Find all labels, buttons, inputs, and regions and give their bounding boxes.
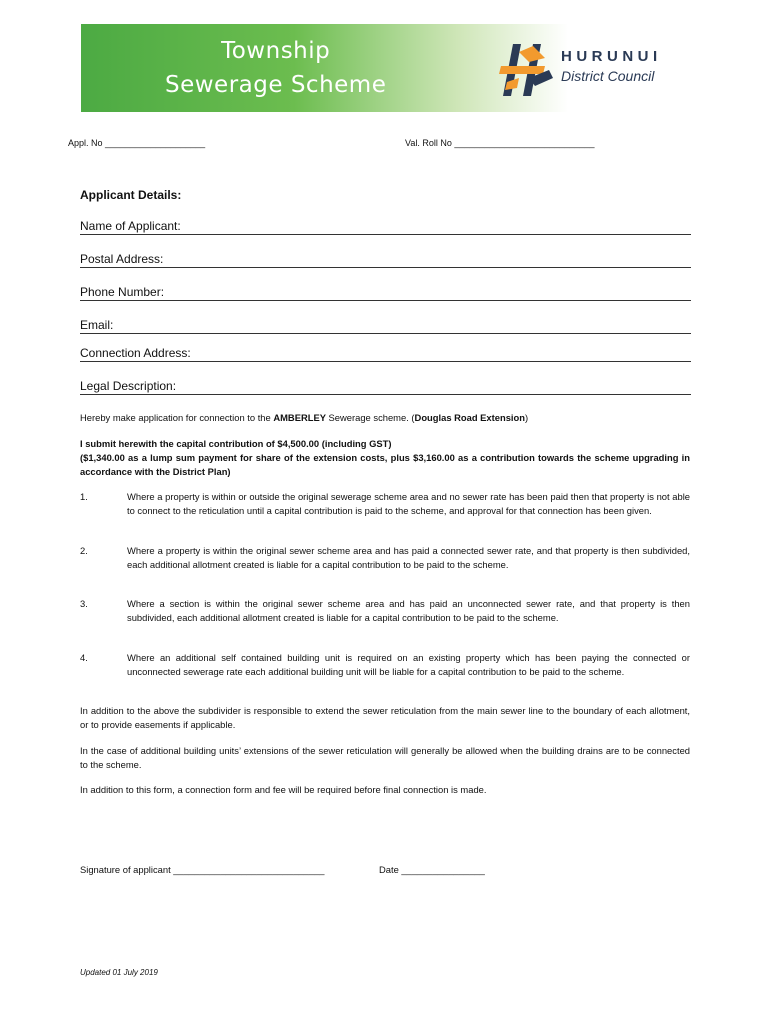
phone-number-field[interactable]: Phone Number: (80, 285, 691, 301)
scheme-name: AMBERLEY (273, 412, 326, 423)
application-statement-post: ) (524, 412, 529, 423)
date-field[interactable]: Date ________________ (379, 864, 485, 875)
condition-item (80, 651, 690, 693)
condition-text: Where a property is within or outside the original sewerage scheme area and no sewer rate has been paid then that property is not able to connect to the reticulation until a capital contribution is paid to the scheme, and approval for that connection has been given. (127, 491, 690, 516)
postal-address-field[interactable]: Postal Address: (80, 252, 691, 268)
council-logo-icon (499, 38, 559, 100)
condition-number: 2. (80, 545, 88, 556)
applicant-name-field[interactable]: Name of Applicant: (80, 219, 691, 235)
applicant-details-heading: Applicant Details: (80, 188, 182, 202)
condition-number: 4. (80, 652, 88, 663)
condition-item (80, 544, 690, 586)
contribution-statement (80, 437, 690, 479)
email-field[interactable]: Email: (80, 318, 691, 334)
logo-subtitle: District Council (561, 68, 655, 84)
form-title (165, 34, 386, 102)
connection-form-note: In addition to this form, a connection form and fee will be required before final connection is made. (80, 784, 487, 795)
header-banner (81, 24, 690, 112)
application-number-field[interactable]: Appl. No ____________________ (68, 138, 206, 148)
contribution-line-2: ($1,340.00 as a lump sum payment for share of the extension costs, plus $3,160.00 as a contribution towards the scheme upgrading in accordance with the District Plan) (80, 452, 690, 477)
form-title-line1: Township (221, 38, 331, 64)
signature-field[interactable]: Signature of applicant _____________________________ (80, 864, 325, 875)
condition-number: 1. (80, 491, 88, 502)
form-title-line2: Sewerage Scheme (165, 72, 387, 98)
application-statement-mid: Sewerage scheme. ( (325, 412, 415, 423)
contribution-line-1: I submit herewith the capital contribution of $4,500.00 (including GST) (80, 438, 392, 449)
condition-item (80, 490, 690, 532)
logo-wordmark: HURUNUI (561, 48, 662, 65)
valuation-roll-number-field[interactable]: Val. Roll No ____________________________ (405, 138, 595, 148)
updated-date: Updated 01 July 2019 (80, 968, 158, 977)
condition-text: Where an additional self contained building unit is required on an existing property which has been paying the connected or unconnected sewerage rate each additional building unit will be liable for a capital contribution to be paid to the scheme. (127, 652, 690, 677)
legal-description-field[interactable]: Legal Description: (80, 379, 691, 395)
application-statement (80, 411, 690, 425)
connection-address-field[interactable]: Connection Address: (80, 346, 691, 362)
building-units-note: In the case of additional building units’ extensions of the sewer reticulation will generally be allowed when the building drains are to be connected to the scheme. (80, 745, 690, 770)
condition-text: Where a section is within the original sewer scheme area and has paid an unconnected sewer rate, and that property is then subdivided, each additional allotment created is liable for a capital contribution to be paid to the scheme. (127, 598, 690, 623)
extension-name: Douglas Road Extension (414, 412, 525, 423)
council-logo (499, 38, 689, 100)
condition-item (80, 597, 690, 639)
condition-number: 3. (80, 598, 88, 609)
condition-text: Where a property is within the original sewer scheme area and has paid a connected sewer rate, and that property is then subdivided, each additional allotment created is liable for a capital contribution to be paid to the scheme. (127, 545, 690, 570)
subdivider-note: In addition to the above the subdivider is responsible to extend the sewer reticulation from the main sewer line to the boundary of each allotment, or to provide easements if applicable. (80, 705, 690, 730)
application-statement-pre: Hereby make application for connection to the (80, 412, 274, 423)
